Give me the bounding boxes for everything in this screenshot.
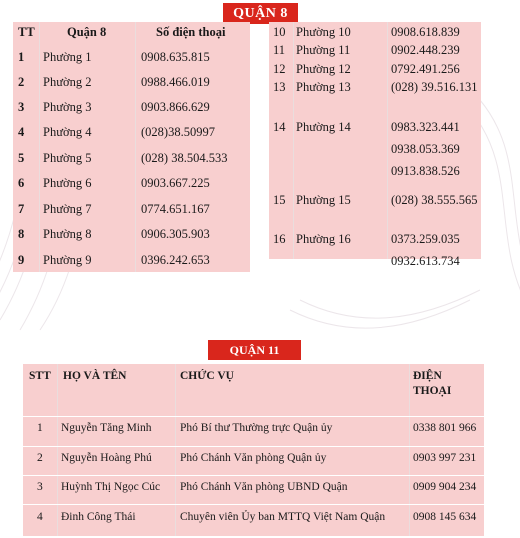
row-number: 11 [273,43,286,57]
phone-number: 0983.323.441 [391,120,460,134]
ward-name: Phường 5 [43,151,92,165]
ward-name: Phường 6 [43,176,92,190]
phone-number: (028)38.50997 [141,125,215,139]
row-number: 2 [18,75,25,89]
person-position: Chuyên viên Ủy ban MTTQ Việt Nam Quận [180,511,386,523]
row-number: 1 [18,50,25,64]
ward-name: Phường 7 [43,202,92,216]
row-number: 5 [18,151,25,165]
phone-number: 0906.305.903 [141,227,210,241]
phone-number: (028) 38.555.565 [391,193,478,207]
header-tt: TT [18,25,35,39]
person-name: Nguyễn Hoàng Phú [61,452,152,464]
ward-name: Phường 12 [296,62,351,76]
district-11-title: QUẬN 11 [208,340,301,360]
phone-number: 0932.613.734 [391,254,460,268]
ward-name: Phường 14 [296,120,351,134]
district-8-right-table [269,22,481,268]
row-stt: 1 [37,422,43,434]
header-phone-line1: ĐIỆN [413,370,442,382]
row-number: 8 [18,227,25,241]
person-phone: 0908 145 634 [413,511,477,523]
phone-number: 0913.838.526 [391,164,460,178]
header-stt: STT [29,370,51,382]
person-position: Phó Bí thư Thường trực Quận ủy [180,422,333,434]
person-position: Phó Chánh Văn phòng UBND Quận [180,481,348,493]
ward-name: Phường 11 [296,43,351,57]
ward-name: Phường 4 [43,125,92,139]
district-11-table [23,364,484,536]
header-phone-line2: THOẠI [413,385,452,397]
person-position: Phó Chánh Văn phòng Quận ủy [180,452,327,464]
ward-name: Phường 13 [296,80,351,94]
district-8-left-table [13,22,250,272]
phone-number: 0792.491.256 [391,62,460,76]
ward-name: Phường 8 [43,227,92,241]
header-district: Quận 8 [67,25,107,39]
row-number: 13 [273,80,286,94]
phone-number: 0396.242.653 [141,253,210,267]
phone-number: 0903.667.225 [141,176,210,190]
ward-name: Phường 9 [43,253,92,267]
phone-number: (028) 39.516.131 [391,80,478,94]
phone-number: 0988.466.019 [141,75,210,89]
person-name: Đinh Công Thái [61,511,136,523]
row-stt: 2 [37,452,43,464]
row-number: 16 [273,232,286,246]
phone-number: 0908.635.815 [141,50,210,64]
phone-number: 0774.651.167 [141,202,210,216]
row-number: 4 [18,125,25,139]
row-number: 10 [273,25,286,39]
row-stt: 3 [37,481,43,493]
phone-number: 0938.053.369 [391,142,460,156]
row-number: 9 [18,253,25,267]
person-phone: 0338 801 966 [413,422,477,434]
row-number: 3 [18,100,25,114]
person-name: Nguyễn Tăng Minh [61,422,152,434]
row-number: 12 [273,62,286,76]
ward-name: Phường 3 [43,100,92,114]
person-name: Huỳnh Thị Ngọc Cúc [61,481,161,493]
row-number: 14 [273,120,286,134]
ward-name: Phường 15 [296,193,351,207]
row-stt: 4 [37,511,43,523]
phone-number: 0903.866.629 [141,100,210,114]
header-phone: Số điện thoại [156,25,226,39]
ward-name: Phường 16 [296,232,351,246]
ward-name: Phường 2 [43,75,92,89]
person-phone: 0909 904 234 [413,481,477,493]
ward-name: Phường 10 [296,25,351,39]
phone-number: 0902.448.239 [391,43,460,57]
phone-number: (028) 38.504.533 [141,151,228,165]
person-phone: 0903 997 231 [413,452,477,464]
header-position: CHỨC VỤ [180,370,234,382]
row-number: 6 [18,176,25,190]
phone-number: 0908.618.839 [391,25,460,39]
row-number: 7 [18,202,25,216]
district-8-title: QUẬN 8 [223,3,298,24]
phone-number: 0373.259.035 [391,232,460,246]
ward-name: Phường 1 [43,50,92,64]
row-number: 15 [273,193,286,207]
header-name: HỌ VÀ TÊN [63,370,127,382]
